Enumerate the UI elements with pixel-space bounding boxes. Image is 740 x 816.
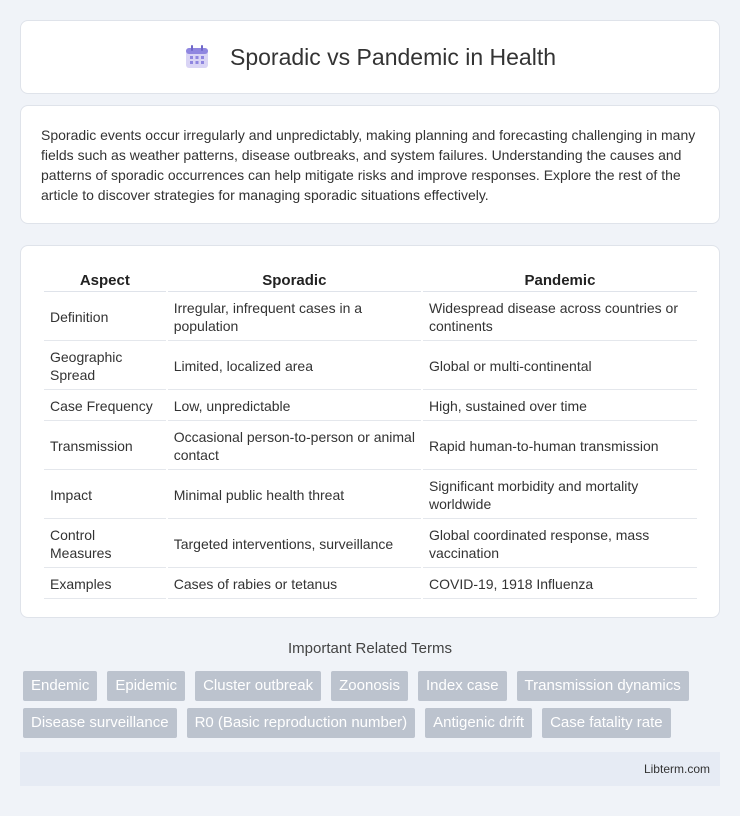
sporadic-cell: Irregular, infrequent cases in a population <box>168 294 421 341</box>
table-row <box>44 294 697 341</box>
page-title: Sporadic vs Pandemic in Health <box>230 43 556 70</box>
table-row <box>44 423 697 470</box>
comparison-table-card <box>20 245 720 618</box>
table-row <box>44 392 697 421</box>
pandemic-cell: Global coordinated response, mass vaccination <box>423 521 697 568</box>
sporadic-cell: Limited, localized area <box>168 343 421 390</box>
sporadic-cell: Occasional person-to-person or animal contact <box>168 423 421 470</box>
pandemic-cell: Significant morbidity and mortality worldwide <box>423 472 697 519</box>
aspect-cell: Case Frequency <box>44 392 166 421</box>
tag-endemic[interactable]: Endemic <box>23 671 97 701</box>
pandemic-cell: Widespread disease across countries or continents <box>423 294 697 341</box>
header-card <box>20 20 720 94</box>
calendar-icon <box>184 44 210 70</box>
aspect-cell: Examples <box>44 570 166 599</box>
sporadic-cell: Targeted interventions, surveillance <box>168 521 421 568</box>
table-row <box>44 521 697 568</box>
footer-site-link[interactable]: Libterm.com <box>643 762 710 776</box>
tag-epidemic[interactable]: Epidemic <box>107 671 185 701</box>
tag-antigenic-drift[interactable]: Antigenic drift <box>425 708 532 738</box>
intro-card <box>20 105 720 224</box>
table-row <box>44 570 697 599</box>
aspect-cell: Control Measures <box>44 521 166 568</box>
sporadic-cell: Minimal public health threat <box>168 472 421 519</box>
related-terms-title: Important Related Terms <box>288 640 452 657</box>
pandemic-cell: Rapid human-to-human transmission <box>423 423 697 470</box>
pandemic-cell: Global or multi-continental <box>423 343 697 390</box>
aspect-cell: Definition <box>44 294 166 341</box>
aspect-cell: Impact <box>44 472 166 519</box>
tag-zoonosis[interactable]: Zoonosis <box>331 671 408 701</box>
sporadic-cell: Cases of rabies or tetanus <box>168 570 421 599</box>
tag-transmission-dynamics[interactable]: Transmission dynamics <box>517 671 689 701</box>
tag-index-case[interactable]: Index case <box>418 671 507 701</box>
footer <box>20 752 720 786</box>
tag-disease-surveillance[interactable]: Disease surveillance <box>23 708 177 738</box>
tag-r0[interactable]: R0 (Basic reproduction number) <box>187 708 416 738</box>
header-pandemic: Pandemic <box>423 268 697 292</box>
sporadic-cell: Low, unpredictable <box>168 392 421 421</box>
table-row <box>44 343 697 390</box>
comparison-table <box>42 266 699 601</box>
table-header-row <box>44 268 697 292</box>
table-row <box>44 472 697 519</box>
pandemic-cell: COVID-19, 1918 Influenza <box>423 570 697 599</box>
aspect-cell: Geographic Spread <box>44 343 166 390</box>
related-terms-list <box>20 671 720 738</box>
tag-cluster-outbreak[interactable]: Cluster outbreak <box>195 671 321 701</box>
intro-text: Sporadic events occur irregularly and unpredictably, making planning and forecasting challenging in many fields such as weather patterns, disease outbreaks, and system failures. Understanding the causes and patterns of sporadic occurrences can help mitigate risks and improve responses. Explore the rest of the article to discover strategies for managing sporadic situations effectively. <box>41 127 696 203</box>
tag-case-fatality-rate[interactable]: Case fatality rate <box>542 708 671 738</box>
pandemic-cell: High, sustained over time <box>423 392 697 421</box>
header-aspect: Aspect <box>44 268 166 292</box>
header-sporadic: Sporadic <box>168 268 421 292</box>
aspect-cell: Transmission <box>44 423 166 470</box>
